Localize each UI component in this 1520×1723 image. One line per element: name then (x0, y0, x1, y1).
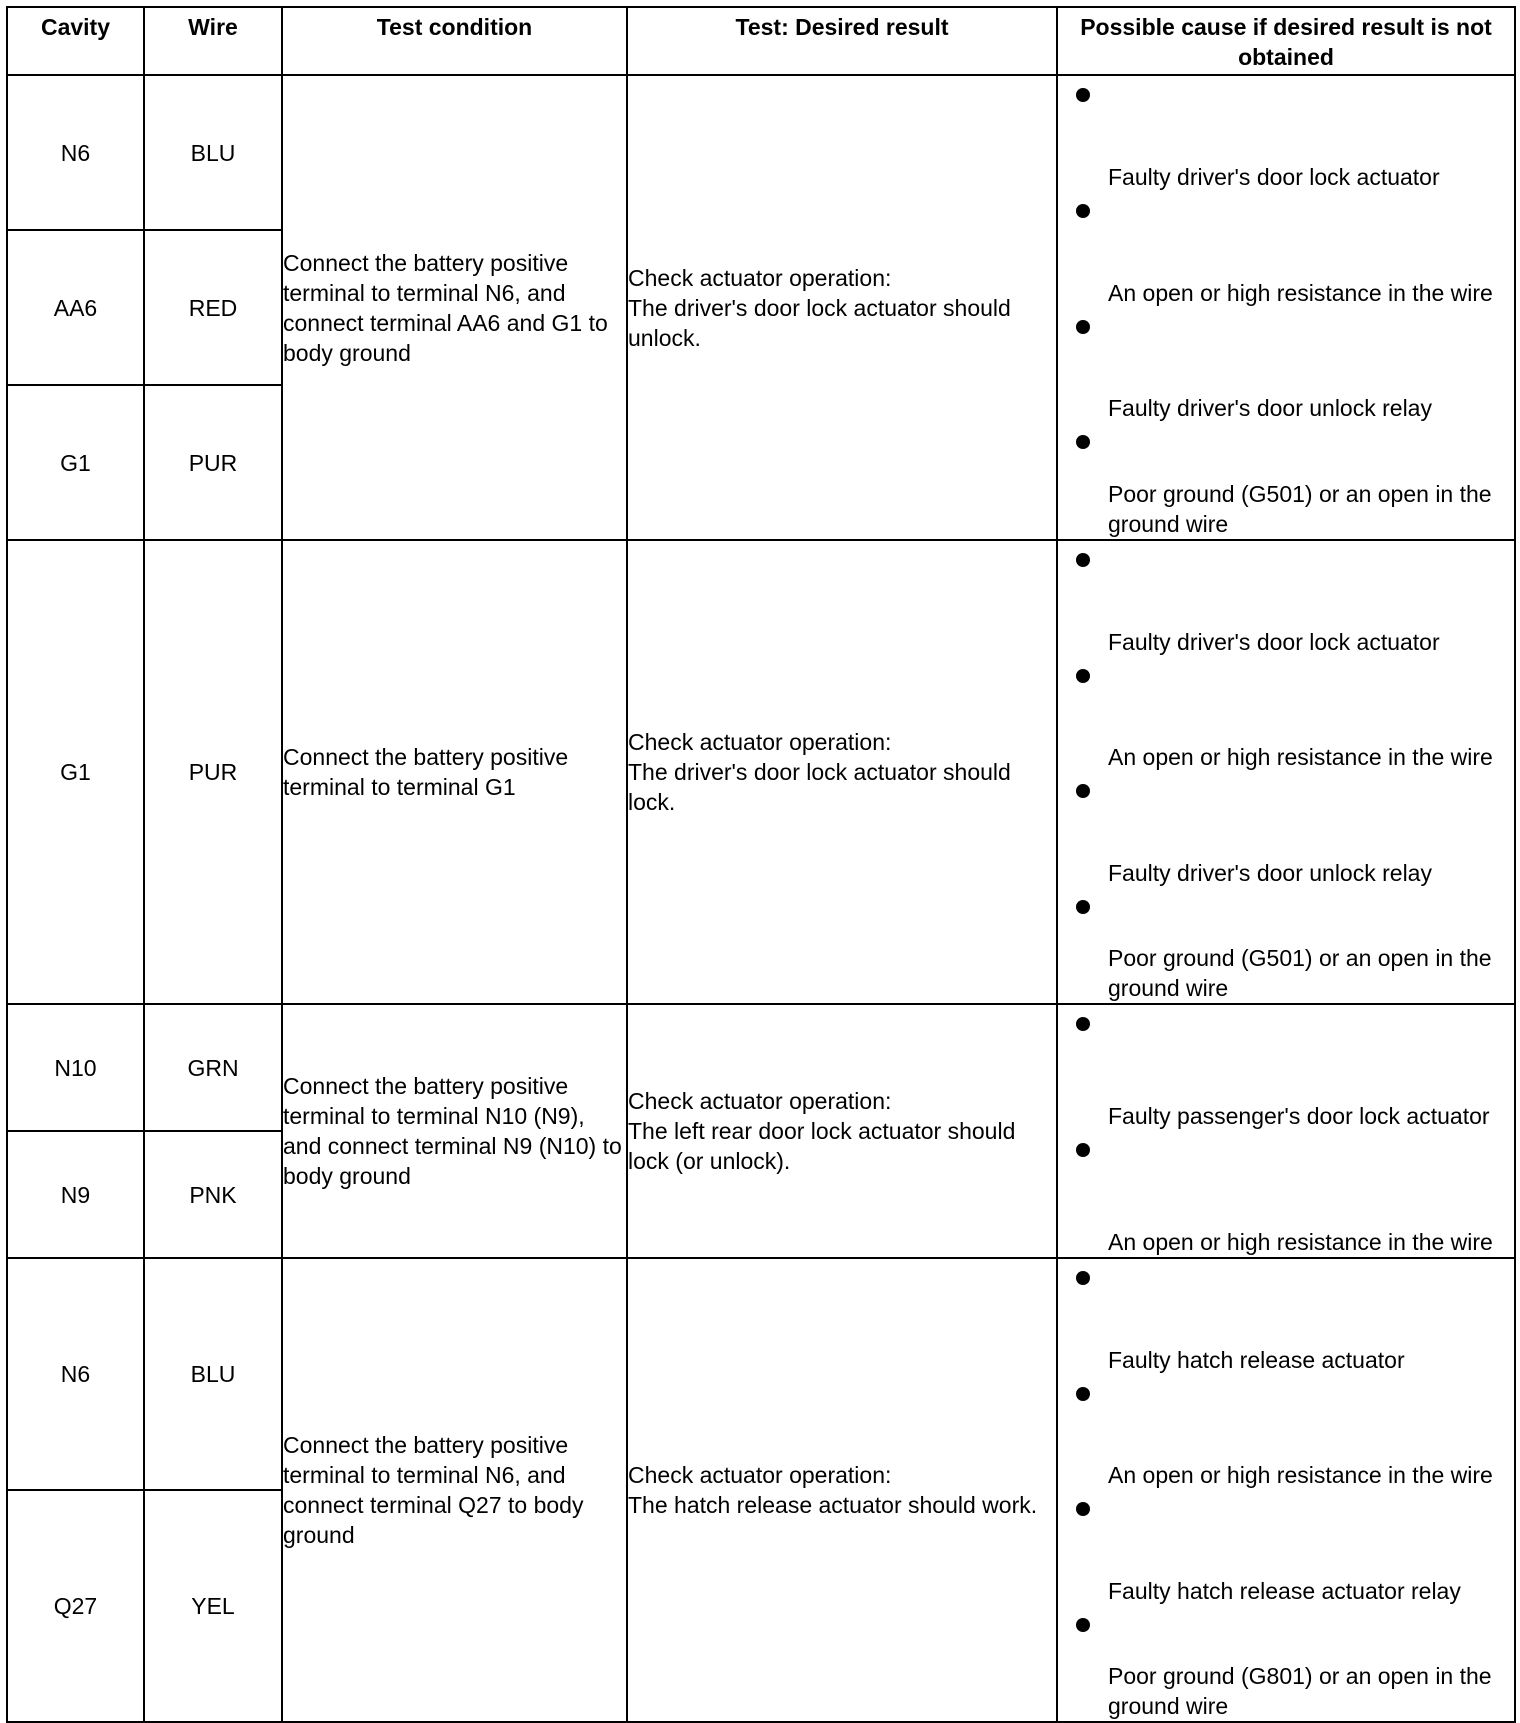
wire-color-cell: PUR (144, 385, 282, 540)
cavity-cell: G1 (7, 540, 144, 1004)
cause-text: Poor ground (G501) or an open in the ground wire (1108, 945, 1492, 1001)
cause-item (1058, 423, 1514, 539)
cause-text: An open or high resistance in the wire (1108, 1462, 1493, 1488)
cause-text: Poor ground (G501) or an open in the ground wire (1108, 481, 1492, 537)
cause-text: Faulty hatch release actuator (1108, 1346, 1405, 1373)
wire-color-cell: PNK (144, 1131, 282, 1258)
cavity-cell: N6 (7, 1258, 144, 1490)
table-row (7, 1258, 1515, 1490)
cause-text: Faulty driver's door unlock relay (1108, 859, 1432, 886)
header-test-condition: Test condition (282, 7, 627, 75)
bullet-icon (1076, 320, 1090, 334)
table-row (7, 540, 1515, 1004)
test-condition-cell: Connect the battery positive terminal to terminal N6, and connect terminal AA6 and G1 to body ground (282, 75, 627, 540)
wire-color-cell: BLU (144, 75, 282, 230)
bullet-icon (1076, 669, 1090, 683)
cause-list (1058, 541, 1514, 1003)
possible-cause-cell (1057, 1004, 1515, 1258)
bullet-icon (1076, 435, 1090, 449)
bullet-icon (1076, 88, 1090, 102)
bullet-icon (1076, 1271, 1090, 1285)
cause-item (1058, 657, 1514, 773)
cause-text: Poor ground (G801) or an open in the ground wire (1108, 1663, 1492, 1719)
cause-list (1058, 76, 1514, 539)
header-desired-result: Test: Desired result (627, 7, 1057, 75)
bullet-icon (1076, 204, 1090, 218)
cavity-cell: N10 (7, 1004, 144, 1131)
cause-item (1058, 76, 1514, 192)
cavity-cell: AA6 (7, 230, 144, 385)
cause-item (1058, 772, 1514, 888)
cause-item (1058, 1375, 1514, 1491)
table-row (7, 75, 1515, 230)
cause-text: Faulty passenger's door lock actuator (1108, 1103, 1490, 1129)
wire-color-cell: GRN (144, 1004, 282, 1131)
bullet-icon (1076, 784, 1090, 798)
bullet-icon (1076, 1387, 1090, 1401)
test-condition-cell: Connect the battery positive terminal to terminal N10 (N9), and connect terminal N9 (N10) to body ground (282, 1004, 627, 1258)
cause-list (1058, 1259, 1514, 1721)
bullet-icon (1076, 1502, 1090, 1516)
wire-color-cell: YEL (144, 1490, 282, 1722)
cause-item (1058, 1259, 1514, 1375)
cause-list (1058, 1005, 1514, 1257)
cavity-cell: G1 (7, 385, 144, 540)
bullet-icon (1076, 1143, 1090, 1157)
cause-text: Faulty driver's door unlock relay (1108, 395, 1432, 422)
table-body (7, 75, 1515, 1722)
cause-item (1058, 888, 1514, 1004)
possible-cause-cell (1057, 1258, 1515, 1722)
wire-color-cell: RED (144, 230, 282, 385)
bullet-icon (1076, 900, 1090, 914)
cause-item (1058, 308, 1514, 424)
wire-color-cell: BLU (144, 1258, 282, 1490)
cavity-cell: N6 (7, 75, 144, 230)
possible-cause-cell (1057, 75, 1515, 540)
cause-text: Faulty hatch release actuator relay (1108, 1577, 1461, 1604)
cause-text: Faulty driver's door lock actuator (1108, 163, 1440, 190)
wire-color-cell: PUR (144, 540, 282, 1004)
desired-result-cell: Check actuator operation: The driver's door lock actuator should lock. (627, 540, 1057, 1004)
header-row (7, 7, 1515, 75)
header-cavity: Cavity (7, 7, 144, 75)
header-possible-cause: Possible cause if desired result is not obtained (1057, 7, 1515, 75)
bullet-icon (1076, 1017, 1090, 1031)
cause-item (1058, 1131, 1514, 1257)
diagnostic-table (6, 6, 1516, 1723)
desired-result-cell: Check actuator operation: The left rear door lock actuator should lock (or unlock). (627, 1004, 1057, 1258)
table-row (7, 1004, 1515, 1131)
cause-item (1058, 1490, 1514, 1606)
cause-text: An open or high resistance in the wire (1108, 744, 1493, 770)
test-condition-cell: Connect the battery positive terminal to terminal G1 (282, 540, 627, 1004)
cause-text: An open or high resistance in the wire (1108, 1229, 1493, 1255)
header-wire: Wire (144, 7, 282, 75)
cavity-cell: N9 (7, 1131, 144, 1258)
cause-item (1058, 1005, 1514, 1131)
test-condition-cell: Connect the battery positive terminal to terminal N6, and connect terminal Q27 to body ground (282, 1258, 627, 1722)
desired-result-cell: Check actuator operation: The hatch release actuator should work. (627, 1258, 1057, 1722)
cause-item (1058, 541, 1514, 657)
cavity-cell: Q27 (7, 1490, 144, 1722)
bullet-icon (1076, 1618, 1090, 1632)
cause-text: An open or high resistance in the wire (1108, 279, 1493, 306)
possible-cause-cell (1057, 540, 1515, 1004)
cause-item (1058, 192, 1514, 308)
desired-result-cell: Check actuator operation: The driver's door lock actuator should unlock. (627, 75, 1057, 540)
cause-item (1058, 1606, 1514, 1722)
cause-text: Faulty driver's door lock actuator (1108, 628, 1440, 655)
bullet-icon (1076, 553, 1090, 567)
